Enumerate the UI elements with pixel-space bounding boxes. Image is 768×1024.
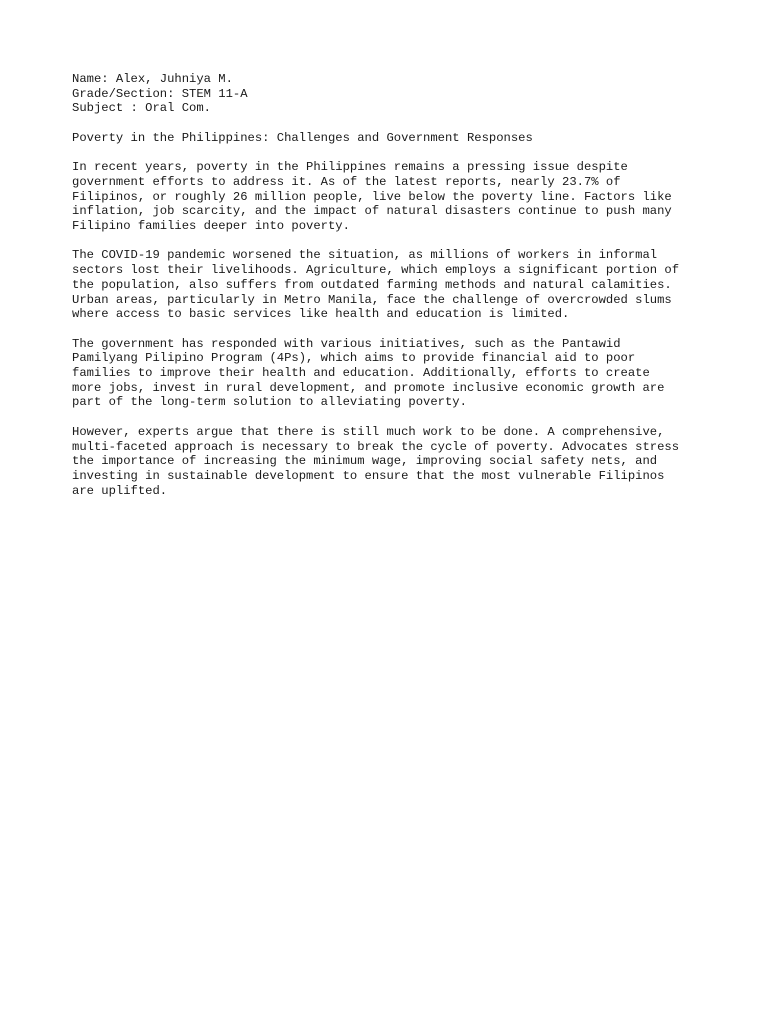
grade-section-line: Grade/Section: STEM 11-A xyxy=(72,86,248,101)
paragraph-line: more jobs, invest in rural development, and promote inclusive economic growth are xyxy=(72,380,665,395)
paragraph-1 xyxy=(72,160,712,234)
name-line: Name: Alex, Juhniya M. xyxy=(72,72,233,86)
paragraph-line: part of the long-term solution to alleviating poverty. xyxy=(72,395,467,410)
document-header xyxy=(72,72,712,116)
paragraph-line: Filipinos, or roughly 26 million people, live below the poverty line. Factors like xyxy=(72,189,672,204)
paragraph-line: Pamilyang Pilipino Program (4Ps), which aims to provide financial aid to poor xyxy=(72,351,636,366)
paragraph-4 xyxy=(72,425,712,499)
paragraph-line: investing in sustainable development to ensure that the most vulnerable Filipinos xyxy=(72,468,665,483)
paragraph-line: families to improve their health and education. Additionally, efforts to create xyxy=(72,366,650,380)
subject-line: Subject : Oral Com. xyxy=(72,101,211,116)
paragraph-line: The COVID-19 pandemic worsened the situation, as millions of workers in informal xyxy=(72,248,658,263)
paragraph-line: In recent years, poverty in the Philippines remains a pressing issue despite xyxy=(72,160,628,175)
paragraph-line: multi-faceted approach is necessary to break the cycle of poverty. Advocates stress xyxy=(72,439,680,454)
paragraph-3 xyxy=(72,337,712,411)
paragraph-line: However, experts argue that there is still much work to be done. A comprehensive, xyxy=(72,424,665,439)
paragraph-line: inflation, job scarcity, and the impact of natural disasters continue to push many xyxy=(72,204,672,219)
paragraph-line: Filipino families deeper into poverty. xyxy=(72,219,350,233)
paragraph-line: government efforts to address it. As of the latest reports, nearly 23.7% of xyxy=(72,174,621,189)
paragraph-line: are uplifted. xyxy=(72,483,168,498)
paragraph-line: the importance of increasing the minimum wage, improving social safety nets, and xyxy=(72,454,658,469)
paragraph-line: Urban areas, particularly in Metro Manila, face the challenge of overcrowded slums xyxy=(72,292,672,307)
paragraph-line: where access to basic services like health and education is limited. xyxy=(72,307,570,322)
paragraph-line: sectors lost their livelihoods. Agriculture, which employs a significant portion of xyxy=(72,263,680,278)
paragraph-line: the population, also suffers from outdated farming methods and natural calamities. xyxy=(72,277,672,292)
paragraph-line: The government has responded with various initiatives, such as the Pantawid xyxy=(72,336,621,351)
document-page xyxy=(72,72,712,498)
document-title: Poverty in the Philippines: Challenges and Government Responses xyxy=(72,130,533,145)
paragraph-2 xyxy=(72,248,712,322)
